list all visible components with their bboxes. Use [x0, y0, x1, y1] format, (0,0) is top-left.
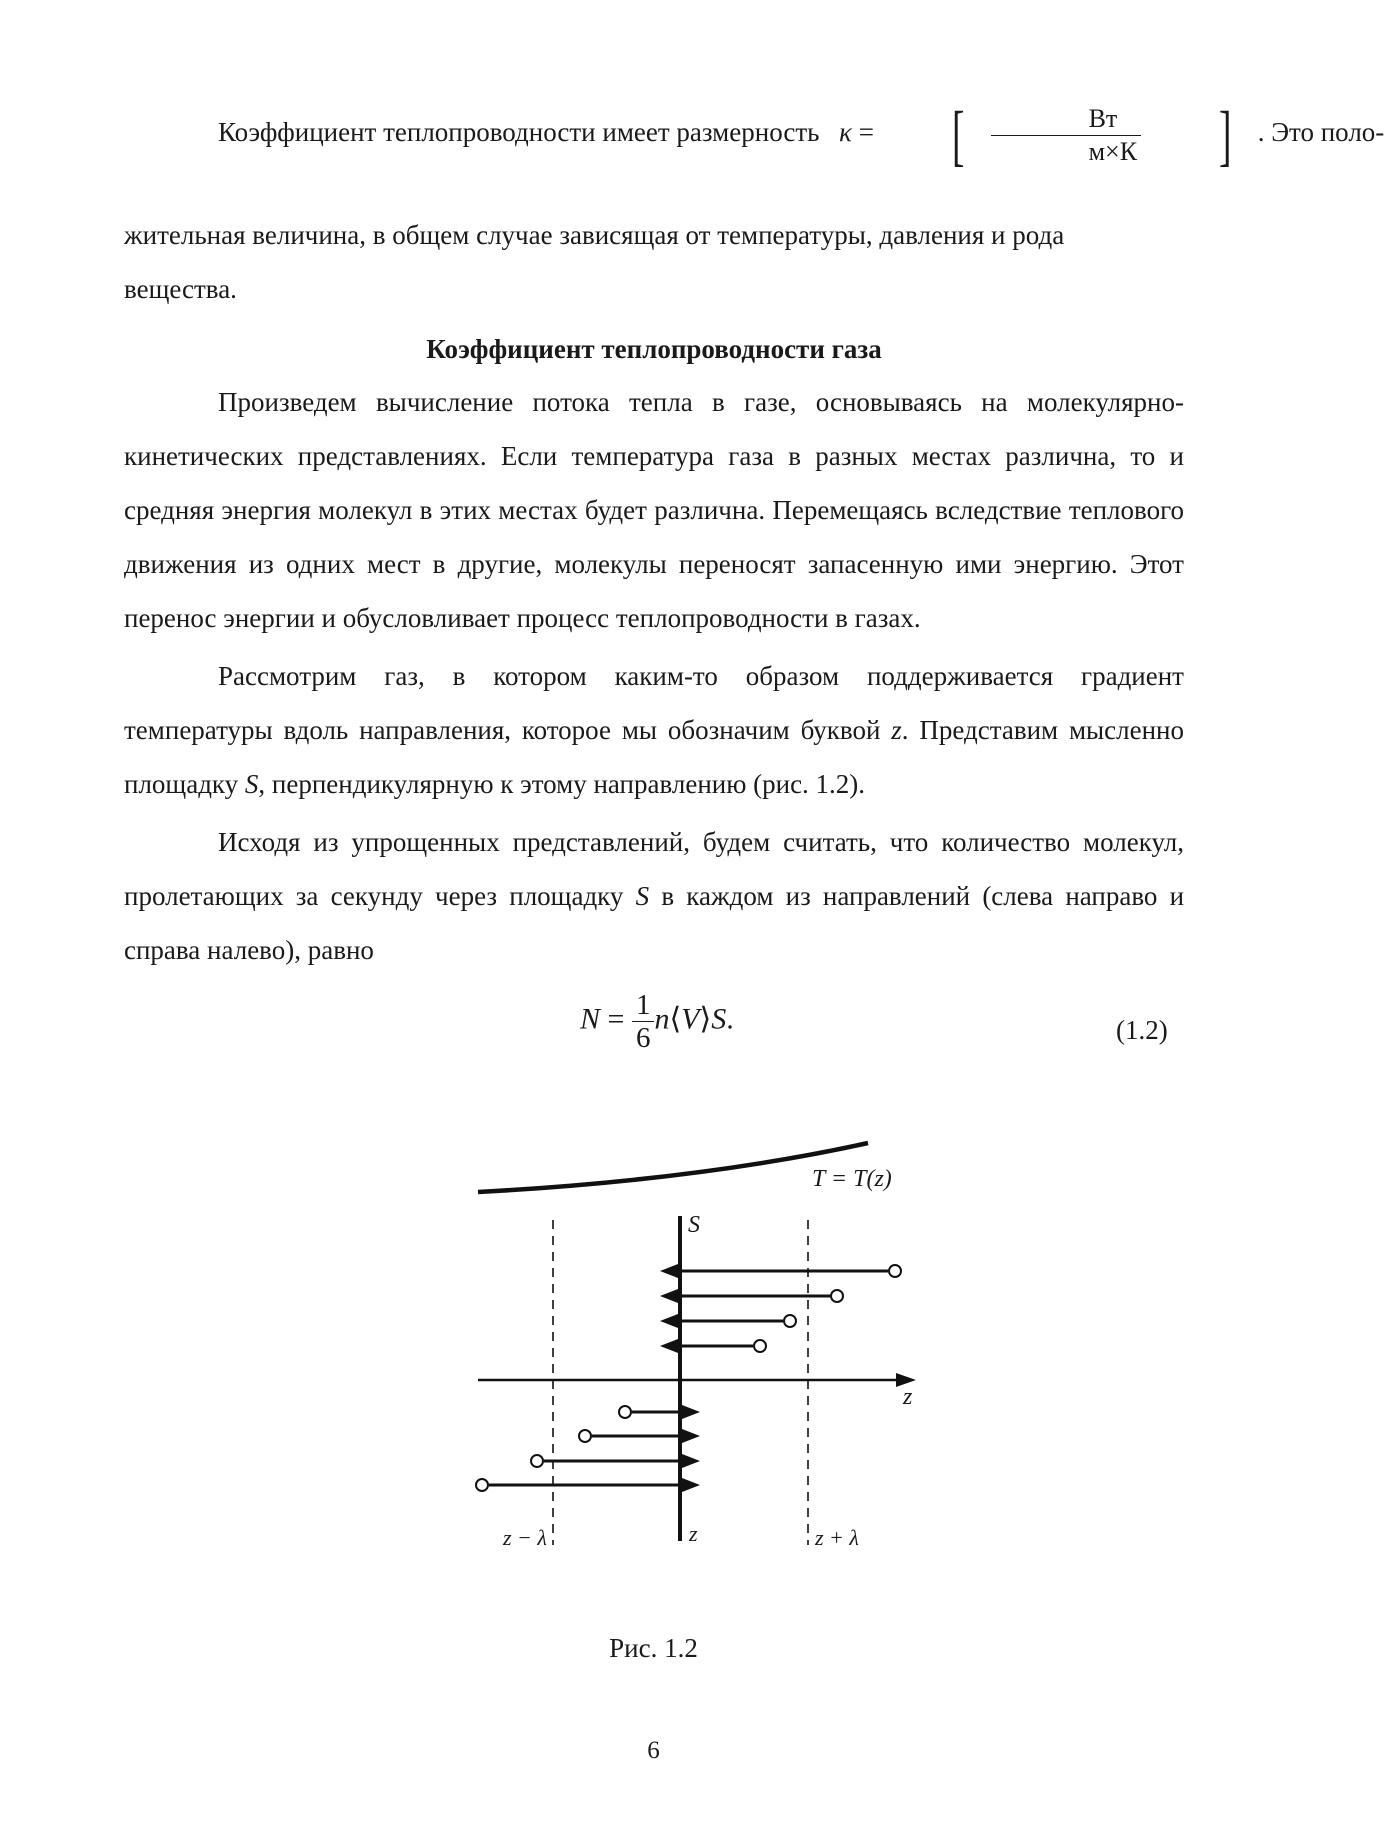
eq-v: V	[681, 1002, 700, 1036]
para1-after: . Это поло-	[1257, 117, 1384, 148]
paragraph-2: Произведем вычисление потока тепла в газе, основываясь на молекулярно-кинетических представлениях. Если температура газа в разных местах различна, то и средняя энергия молекул в этих местах будет различна. Перемещаясь вследствие теплового движения из одних мест в другие, молекулы переносят запасенную ими энергию. Этот перенос энергии и обусловливает процесс теплопроводности в газах.	[124, 387, 1184, 633]
molecule-arrow-right-3	[531, 1454, 700, 1468]
para4-part-2: в каждом из направлений (слева направо и справа налево), равно	[124, 881, 1185, 965]
page-number: 6	[647, 1737, 660, 1764]
molecule-arrow-right-4	[476, 1478, 700, 1492]
plane-s-label: S	[688, 1212, 700, 1238]
eq-lhs: N	[580, 1002, 601, 1036]
eq-dot: .	[726, 1002, 734, 1036]
para3-var-s: S	[244, 769, 259, 799]
molecule-arrow-left-1	[660, 1264, 901, 1278]
eq-n: n	[654, 1002, 670, 1036]
curve-label: T = T(z)	[812, 1166, 892, 1192]
temperature-curve	[478, 1143, 868, 1192]
unit-numerator: Вт	[991, 104, 1141, 136]
para1-line-3: вещества.	[124, 274, 237, 304]
para3-var-z: z	[891, 715, 902, 745]
para1-lead: Коэффициент теплопроводности имеет размерность	[218, 117, 820, 148]
equation-number: (1.2)	[1116, 1015, 1168, 1045]
para3-part-2: . Представим мысленно площадку	[124, 715, 1185, 799]
para3-part-3: , перпендикулярную к этому направлению (рис. 1.2).	[258, 769, 866, 799]
unit-denominator: м×К	[1088, 136, 1138, 166]
molecule-arrow-right-1	[619, 1405, 700, 1419]
molecule-arrow-left-4	[660, 1339, 766, 1353]
eq-frac-num: 1	[632, 990, 655, 1022]
eq-frac-den: 6	[635, 1022, 651, 1054]
right-bracket: ]	[1219, 97, 1232, 173]
eq-langle: ⟨	[669, 1002, 682, 1036]
equals-sign: =	[858, 117, 874, 148]
label-z-minus-lambda: z − λ	[503, 1525, 547, 1550]
eq-s: S	[711, 1002, 727, 1036]
left-bracket: [	[951, 97, 965, 173]
z-axis-label: z	[903, 1384, 913, 1410]
para4-part-1: Исходя из упрощенных представлений, будем считать, что количество молекул, пролетающих за секунду через площадку	[124, 827, 1184, 911]
label-z-plus-lambda: z + λ	[815, 1525, 859, 1550]
figure-caption: Рис. 1.2	[609, 1633, 698, 1663]
molecule-arrow-left-2	[660, 1289, 843, 1303]
label-z-center: z	[689, 1521, 698, 1546]
section-heading: Коэффициент теплопроводности газа	[426, 334, 882, 364]
kappa-symbol: κ	[838, 117, 852, 148]
para1-line-2: жительная величина, в общем случае зависящая от температуры, давления и рода	[124, 220, 1065, 250]
eq-equals: =	[607, 1002, 625, 1036]
eq-rangle: ⟩	[699, 1002, 712, 1036]
para3-part-1: Рассмотрим газ, в котором каким-то образом поддерживается градиент температуры вдоль направления, которое мы обозначим буквой	[124, 661, 1184, 745]
para4-var-s: S	[635, 881, 650, 911]
